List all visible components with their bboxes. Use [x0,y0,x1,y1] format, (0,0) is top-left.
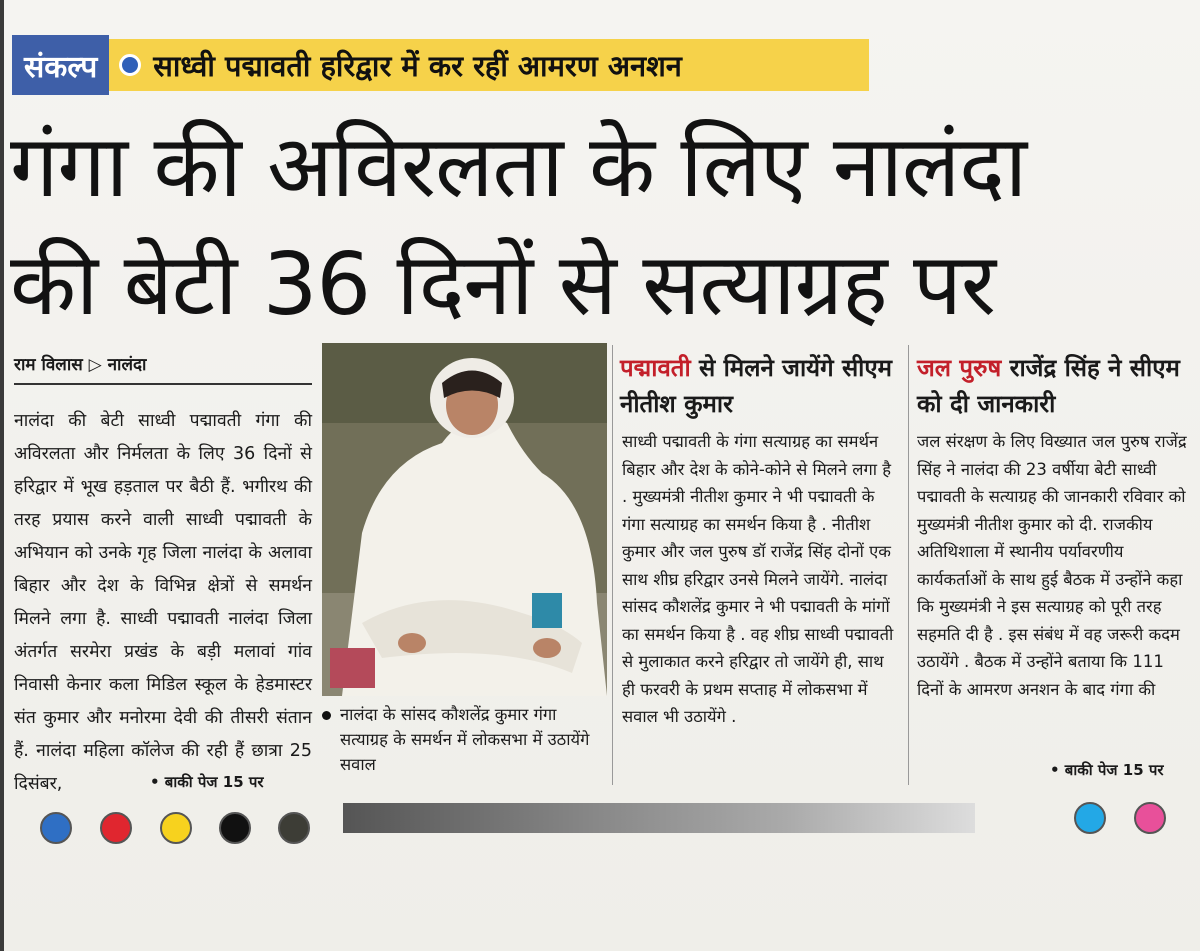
article-body-column-1: नालंदा की बेटी साध्वी पद्मावती गंगा की अविरलता और निर्मलता के लिए 36 दिनों से हरिद्वार में भूख हड़ताल पर बैठी हैं. भगीरथ की तरह प्रयास करने वाली साध्वी पद्मावती के अभियान को उनके गृह जिला नालंदा के अलावा बिहार और देश के विभिन्न क्षेत्रों से समर्थन मिलने लगा है. साध्वी पद्मावती नालंदा जिला अंतर्गत सरमेरा प्रखंड के बड़ी मलावां गांव निवासी केनार कला मिडिल स्कूल के हेडमास्टर संत कुमार और मनोरमा देवी की तीसरी संतान हैं. नालंदा महिला कॉलेज की रही हैं छात्रा 25 दिसंबर, [14,411,312,794]
column-divider [908,345,909,785]
registration-mark-magenta [1134,802,1166,834]
registration-mark-dark [278,812,310,844]
registration-gradient-bar [343,803,975,833]
column-4-heading-highlight: जल पुरुष [917,354,1002,382]
headline-line-1: गंगा की अविरलता के लिए नालंदा [10,117,1027,217]
photo-caption: नालंदा के सांसद कौशलेंद्र कुमार गंगा सत्याग्रह के समर्थन में लोकसभा में उठायेंगे सवाल [340,705,590,774]
column-3-heading-highlight: पद्मावती [620,354,691,382]
kicker-text: साध्वी पद्मावती हरिद्वार में कर रहीं आमरण अनशन [153,48,682,83]
kicker-band [109,39,869,91]
column-4-heading-rest: राजेंद्र सिंह ने सीएम को दी जानकारी [917,354,1180,418]
continued-note: • बाकी पेज 15 पर [150,773,264,791]
kicker-strip [12,34,869,96]
registration-mark-red [100,812,132,844]
continued-note: • बाकी पेज 15 पर [1050,761,1164,779]
article-photo [322,343,607,696]
registration-mark-yellow [160,812,192,844]
registration-mark-cyan [1074,802,1106,834]
article-body-column-4: जल संरक्षण के लिए विख्यात जल पुरुष राजेंद्र सिंह ने नालंदा की 23 वर्षीया बेटी साध्वी पद्मावती के सत्याग्रह की जानकारी रविवार को मुख्यमंत्री नीतीश कुमार को दी. राजकीय अतिथिशाला में स्थानीय पर्यावरणीय कार्यकर्ताओं के साथ हुई बैठक में उन्होंने कहा कि मुख्यमंत्री ने इस सत्याग्रह को पूरी तरह सहमति दी है . इस संबंध में वह जरूरी कदम उठायेंगे . बैठक में उन्होंने बताया कि 111 दिनों के आमरण अनशन के बाद गंगा की [917,432,1187,699]
column-3-heading-rest: से मिलने जायेंगे सीएम नीतीश कुमार [620,354,893,418]
headline-line-2: की बेटी 36 दिनों से सत्याग्रह पर [10,235,996,335]
caption-bullet-icon [322,711,331,720]
bullet-dot-icon [119,54,141,76]
registration-mark-blue [40,812,72,844]
divider [14,383,312,385]
column-3-heading [620,350,902,422]
column-divider [612,345,613,785]
registration-mark-black [219,812,251,844]
byline: राम विलास ▷ नालंदा [14,355,147,375]
article-body-column-3: साध्वी पद्मावती के गंगा सत्याग्रह का समर्थन बिहार और देश के कोने-कोने से मिलने लगा है . मुख्यमंत्री नीतीश कुमार ने भी पद्मावती के गंगा सत्याग्रह का समर्थन किया है . नीतीश कुमार और जल पुरुष डॉ राजेंद्र सिंह दोनों एक साथ शीघ्र हरिद्वार उनसे मिलने जायेंगे. नालंदा सांसद कौशलेंद्र कुमार ने भी पद्मावती के मांगों का समर्थन किया है . वह शीघ्र साध्वी पद्मावती से मुलाकात करने हरिद्वार तो जायेंगे ही, साथ ही फरवरी के प्रथम सप्ताह में लोकसभा में सवाल भी उठायेंगे . [622,432,894,726]
kicker-tag: संकल्प [12,35,109,95]
headline [10,108,1190,344]
column-4-heading [917,350,1192,422]
